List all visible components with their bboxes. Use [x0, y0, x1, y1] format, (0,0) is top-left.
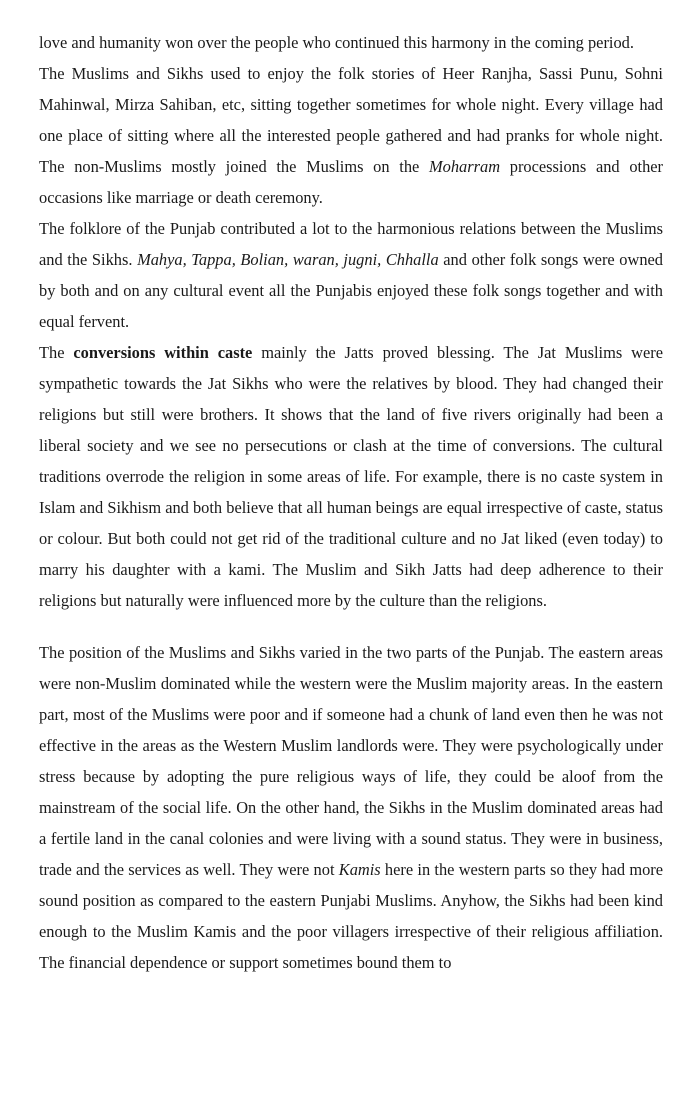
- text-segment: and other folk songs were owned by both and on any cultural event all the Punjabis enjoyed these folk songs together and with equal fervent.: [39, 250, 663, 331]
- text-segment: The Muslims and Sikhs used to enjoy the folk stories of Heer Ranjha, Sassi Punu, Sohni Mahinwal, Mirza Sahiban, etc, sitting together sometimes for whole night. Every village had one place of sitting where all the interested people gathered and had pranks for whole night. The non-Muslims mostly joined the Muslims on the: [39, 64, 663, 176]
- text-segment: The: [39, 343, 74, 362]
- text-segment: The position of the Muslims and Sikhs varied in the two parts of the Punjab. The eastern areas were non-Muslim dominated while the western were the Muslim majority areas. In the eastern part, most of the Muslims were poor and if someone had a chunk of land even then he was not effective in the areas as the Western Muslim landlords were. They were psychologically under stress because by adopting the pure religious ways of life, they could be aloof from the mainstream of the social life. On the other hand, the Sikhs in the Muslim dominated areas had a fertile land in the canal colonies and were living with a sound status. They were in business, trade and the services as well. They were not: [39, 643, 663, 879]
- text-segment: The folklore of the Punjab contributed a lot to the harmonious relations between the Muslims and the Sikhs.: [39, 219, 663, 269]
- italic-folk-song-names: Mahya, Tappa, Bolian, waran, jugni, Chhalla: [137, 250, 439, 269]
- text-segment: mainly the Jatts proved blessing. The Jat Muslims were sympathetic towards the Jat Sikhs who were the relatives by blood. They had changed their religions but still were brothers. It shows that the land of five rivers originally had been a liberal society and we see no persecutions or clash at the time of conversions. The cultural traditions overrode the religion in some areas of life. For example, there is no caste system in Islam and Sikhism and both believe that all human beings are equal irrespective of caste, status or colour. But both could not get rid of the traditional culture and no Jat liked (even today) to marry his daughter with a kami. The Muslim and Sikh Jatts had deep adherence to their religions but naturally were influenced more by the culture than the religions.: [39, 343, 663, 610]
- text-segment: processions and other occasions like marriage or death ceremony.: [39, 157, 663, 207]
- paragraph-2: [39, 58, 663, 213]
- document-page: [39, 27, 663, 978]
- text-segment: love and humanity won over the people who continued this harmony in the coming period.: [39, 33, 634, 52]
- paragraph-4: [39, 337, 663, 616]
- text-segment: here in the western parts so they had more sound position as compared to the eastern Punjabi Muslims. Anyhow, the Sikhs had been kind enough to the Muslim Kamis and the poor villagers irrespective of their religious affiliation. The financial dependence or support sometimes bound them to: [39, 860, 663, 972]
- paragraph-3: [39, 213, 663, 337]
- paragraph-5: [39, 637, 663, 978]
- italic-term-moharram: Moharram: [429, 157, 501, 176]
- paragraph-1: [39, 27, 663, 58]
- bold-term-conversions-within-caste: conversions within caste: [73, 343, 253, 362]
- italic-term-kamis: Kamis: [338, 860, 381, 879]
